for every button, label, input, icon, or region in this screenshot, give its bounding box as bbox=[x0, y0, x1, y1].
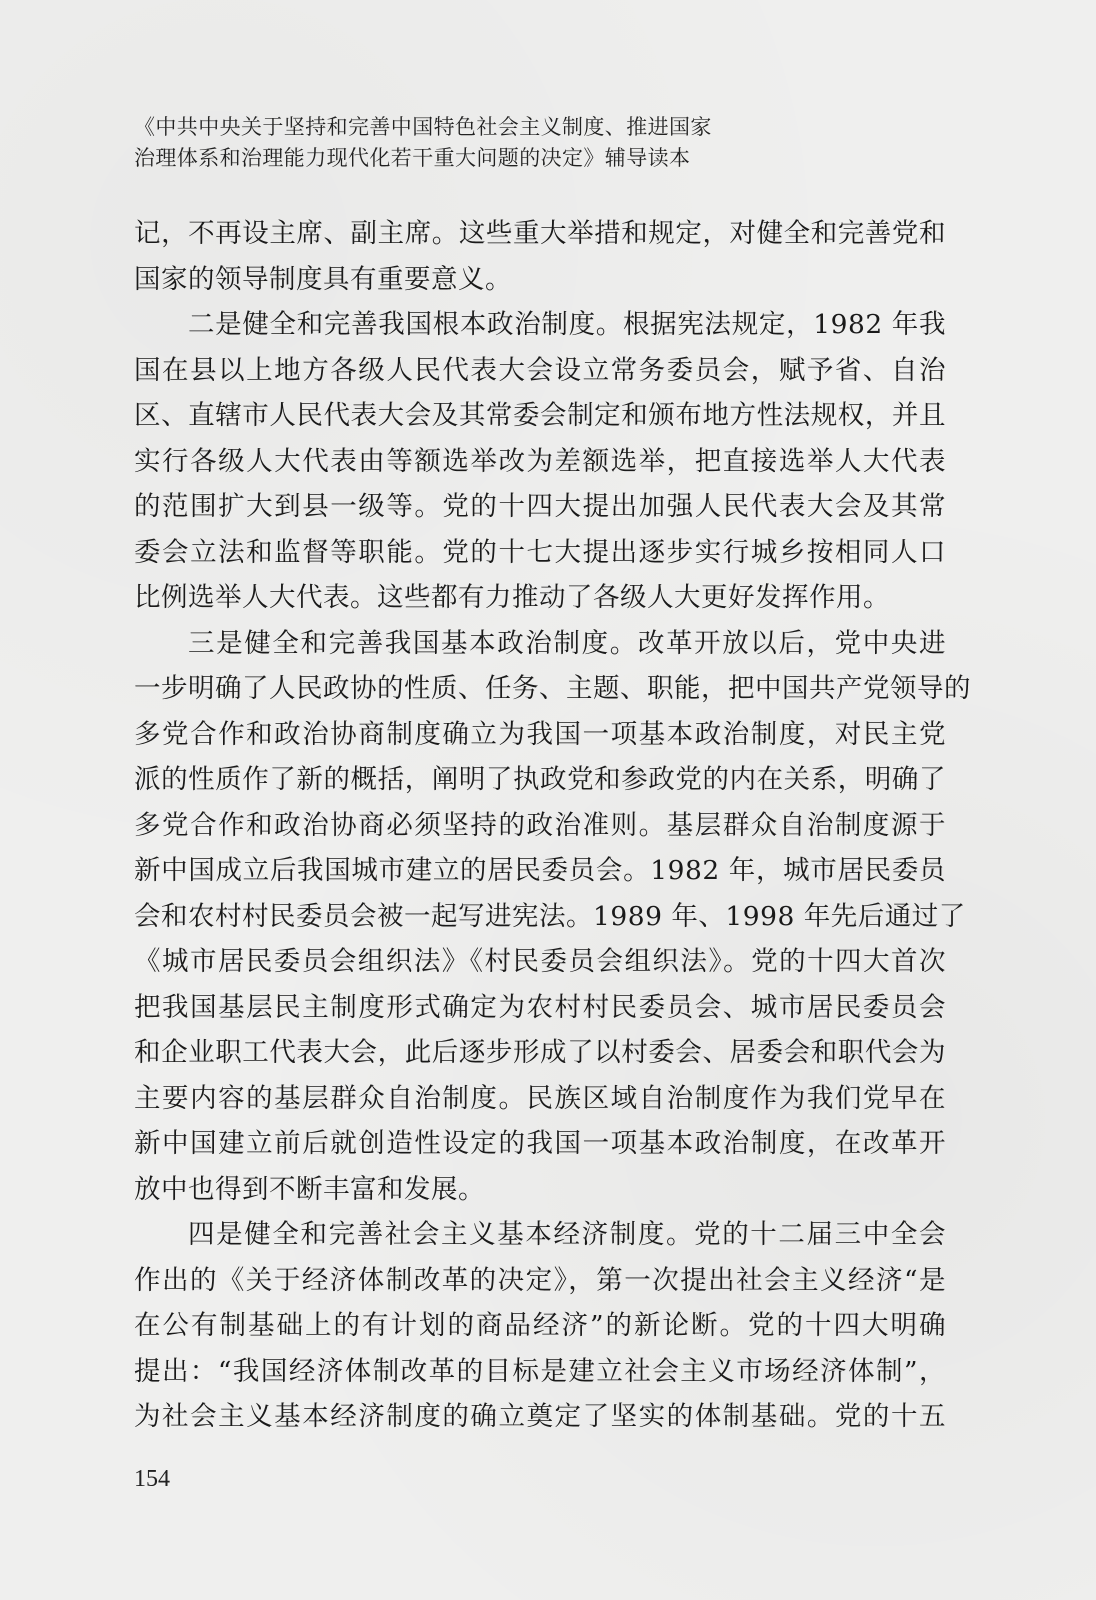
text-line: 会和农村村民委员会被一起写进宪法。1989 年、1998 年先后通过了 bbox=[134, 900, 966, 932]
text-line: 新中国成立后我国城市建立的居民委员会。1982 年，城市居民委员 bbox=[134, 855, 946, 886]
text-line: 新中国建立前后就创造性设定的我国一项基本政治制度，在改革开 bbox=[134, 1128, 946, 1159]
text-line: 多党合作和政治协商制度确立为我国一项基本政治制度，对民主党 bbox=[134, 718, 946, 750]
paragraph-start-line: 四是健全和完善社会主义基本经济制度。党的十二届三中全会 bbox=[188, 1219, 946, 1250]
body-text bbox=[134, 211, 971, 1440]
text-line: 国在县以上地方各级人民代表大会设立常务委员会，赋予省、自治 bbox=[134, 354, 946, 386]
text-line: 多党合作和政治协商必须坚持的政治准则。基层群众自治制度源于 bbox=[134, 809, 946, 841]
text-line: 比例选举人大代表。这些都有力推动了各级人大更好发挥作用。 bbox=[134, 582, 890, 613]
paragraph-start-line: 二是健全和完善我国根本政治制度。根据宪法规定，1982 年我 bbox=[188, 309, 946, 340]
text-line: 作出的《关于经济体制改革的决定》，第一次提出社会主义经济“是 bbox=[134, 1264, 946, 1296]
page-number: 154 bbox=[134, 1466, 170, 1492]
text-line: 和企业职工代表大会，此后逐步形成了以村委会、居委会和职代会为 bbox=[134, 1037, 946, 1068]
text-line: 《城市居民委员会组织法》《村民委员会组织法》。党的十四大首次 bbox=[134, 946, 946, 977]
text-line: 为社会主义基本经济制度的确立奠定了坚实的体制基础。党的十五 bbox=[134, 1401, 946, 1432]
text-line: 主要内容的基层群众自治制度。民族区域自治制度作为我们党早在 bbox=[134, 1082, 946, 1114]
header-line-2: 治理体系和治理能力现代化若干重大问题的决定》辅导读本 bbox=[134, 146, 691, 170]
text-line: 放中也得到不断丰富和发展。 bbox=[134, 1173, 485, 1205]
text-line: 区、直辖市人民代表大会及其常委会制定和颁布地方性法规权，并且 bbox=[134, 400, 946, 431]
text-line: 在公有制基础上的有计划的商品经济”的新论断。党的十四大明确 bbox=[134, 1310, 946, 1341]
text-line: 派的性质作了新的概括，阐明了执政党和参政党的内在关系，明确了 bbox=[134, 764, 946, 795]
text-line: 的范围扩大到县一级等。党的十四大提出加强人民代表大会及其常 bbox=[134, 491, 946, 522]
paragraph-start-line: 三是健全和完善我国基本政治制度。改革开放以后，党中央进 bbox=[188, 627, 946, 659]
header-line-1: 《中共中央关于坚持和完善中国特色社会主义制度、推进国家 bbox=[134, 115, 712, 139]
text-line: 一步明确了人民政协的性质、任务、主题、职能，把中国共产党领导的 bbox=[134, 673, 971, 704]
text-line: 委会立法和监督等职能。党的十七大提出逐步实行城乡按相同人口 bbox=[134, 536, 946, 568]
text-line: 把我国基层民主制度形式确定为农村村民委员会、城市居民委员会 bbox=[134, 991, 946, 1023]
text-line: 实行各级人大代表由等额选举改为差额选举，把直接选举人大代表 bbox=[134, 445, 946, 477]
text-line: 提出：“我国经济体制改革的目标是建立社会主义市场经济体制”， bbox=[134, 1355, 946, 1387]
text-line: 记，不再设主席、副主席。这些重大举措和规定，对健全和完善党和 bbox=[134, 218, 946, 249]
running-header bbox=[134, 112, 954, 174]
text-line: 国家的领导制度具有重要意义。 bbox=[134, 263, 512, 295]
